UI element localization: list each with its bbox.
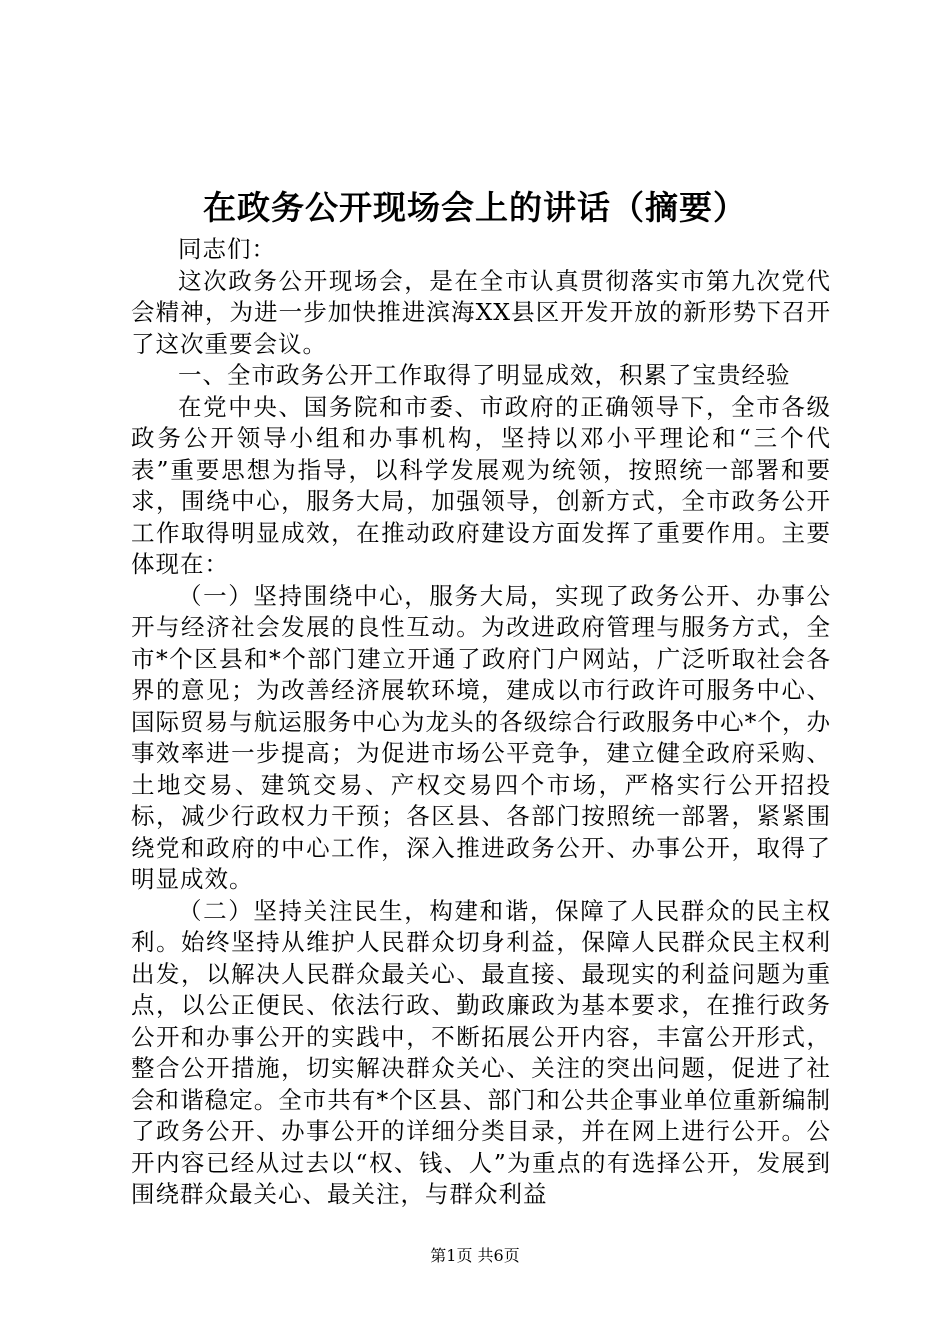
paragraph-point-1: （一）坚持围绕中心，服务大局，实现了政务公开、办事公开与经济社会发展的良性互动。为改进政府管理与服务方式，全市*个区县和*个部门建立开通了政府门户网站，广泛听取社会各界的意见；为改善经济展软环境，建成以市行政许可服务中心、国际贸易与航运服务中心为龙头的各级综合行政服务中心*个，办事效率进一步提高；为促进市场公平竞争，建立健全政府采购、土地交易、建筑交易、产权交易四个市场，严格实行公开招投标，减少行政权力干预；各区县、各部门按照统一部署，紧紧围绕党和政府的中心工作，深入推进政务公开、办事公开，取得了明显成效。 xyxy=(131,581,831,893)
paragraph-intro: 这次政务公开现场会，是在全市认真贯彻落实市第九次党代会精神，为进一步加快推进滨海XX县区开发开放的新形势下召开了这次重要会议。 xyxy=(131,266,831,358)
page-footer: 第1页 共6页 xyxy=(430,1246,520,1265)
paragraph-overview: 在党中央、国务院和市委、市政府的正确领导下，全市各级政务公开领导小组和办事机构，坚持以邓小平理论和“三个代表”重要思想为指导，以科学发展观为统领，按照统一部署和要求，围绕中心，服务大局，加强领导，创新方式，全市政务公开工作取得明显成效，在推动政府建设方面发挥了重要作用。主要体现在： xyxy=(131,392,831,578)
document-body xyxy=(131,234,831,1211)
section-heading: 一、全市政务公开工作取得了明显成效，积累了宝贵经验 xyxy=(178,361,791,389)
salutation: 同志们： xyxy=(178,235,276,263)
document-title: 在政务公开现场会上的讲话（摘要） xyxy=(203,188,747,227)
paragraph-point-2: （二）坚持关注民生，构建和谐，保障了人民群众的民主权利。始终坚持从维护人民群众切身利益，保障人民群众民主权利出发，以解决人民群众最关心、最直接、最现实的利益问题为重点，以公正便民、依法行政、勤政廉政为基本要求，在推行政务公开和办事公开的实践中，不断拓展公开内容，丰富公开形式，整合公开措施，切实解决群众关心、关注的突出问题，促进了社会和谐稳定。全市共有*个区县、部门和公共企事业单位重新编制了政务公开、办事公开的详细分类目录，并在网上进行公开。公开内容已经从过去以“权、钱、人”为重点的有选择公开，发展到围绕群众最关心、最关注，与群众利益 xyxy=(131,896,831,1208)
